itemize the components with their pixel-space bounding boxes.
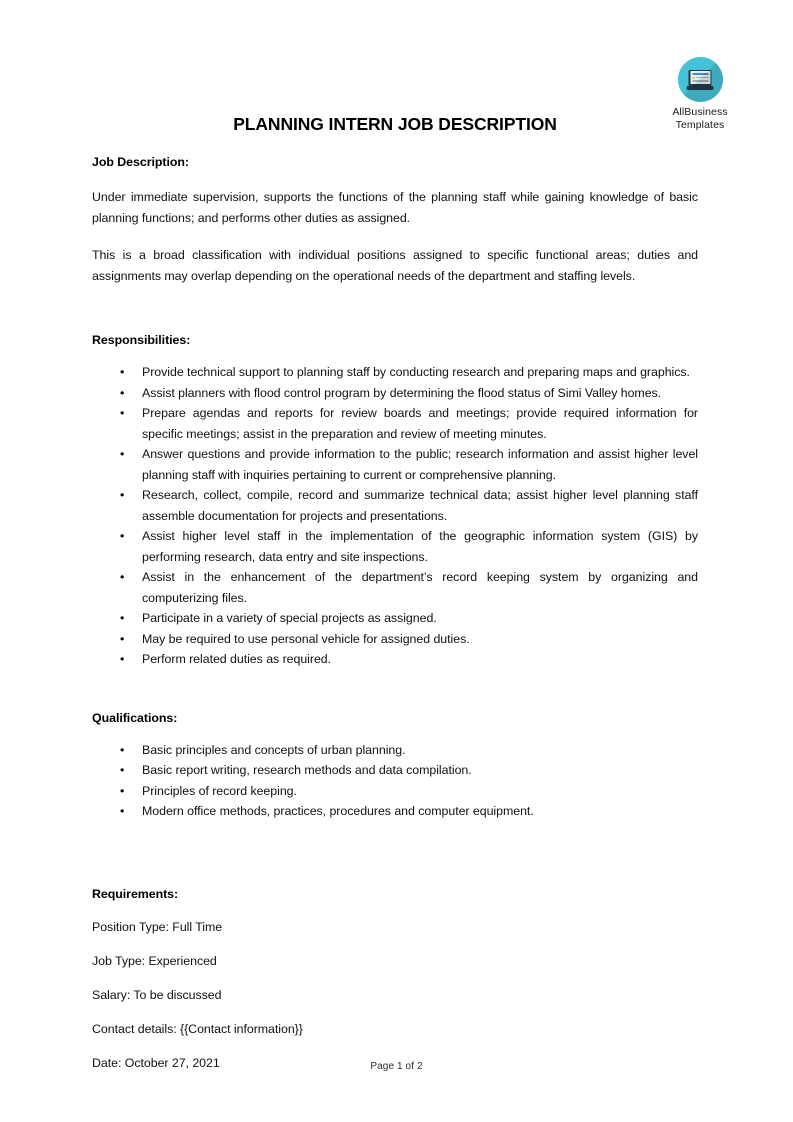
list-item: • Prepare agendas and reports for review boards and meetings; provide required information for specific meetings; assist in the preparation and review of meeting minutes. xyxy=(92,403,698,444)
page-footer: Page 1 of 2 xyxy=(370,1061,423,1072)
responsibilities-list xyxy=(92,348,698,670)
requirement-contact-details: Contact details: {{Contact information}} xyxy=(92,1021,303,1036)
requirement-position-type: Position Type: Full Time xyxy=(92,919,223,934)
job-description-paragraph: Under immediate supervision, supports the functions of the planning staff while gaining knowledge of basic planning functions; and performs other duties as assigned. xyxy=(92,190,698,225)
requirement-job-type: Job Type: Experienced xyxy=(92,953,217,968)
list-item: • Answer questions and provide information to the public; research information and assist higher level planning staff with inquiries pertaining to current or comprehensive planning. xyxy=(92,444,698,485)
section-heading-requirements: Requirements: xyxy=(92,886,179,901)
logo-caption-line-2: Templates xyxy=(675,118,725,131)
list-item: • Basic principles and concepts of urban planning. xyxy=(92,740,698,761)
list-item: • Provide technical support to planning staff by conducting research and preparing maps and graphics. xyxy=(92,362,698,383)
section-heading-responsibilities: Responsibilities: xyxy=(92,333,191,347)
list-item: • May be required to use personal vehicle for assigned duties. xyxy=(92,629,698,650)
logo-caption-line-1: AllBusiness xyxy=(672,106,728,118)
qualifications-list xyxy=(92,726,698,822)
list-item: • Assist higher level staff in the implementation of the geographic information system (GIS) by performing research, data entry and site inspections. xyxy=(92,526,698,567)
page-title: PLANNING INTERN JOB DESCRIPTION xyxy=(233,114,557,134)
list-item: • Participate in a variety of special projects as assigned. xyxy=(92,608,698,629)
job-description-paragraph: This is a broad classification with individual positions assigned to specific functional areas; duties and assignments may overlap depending on the operational needs of the department and staffing levels. xyxy=(92,248,698,283)
list-item: • Principles of record keeping. xyxy=(92,781,698,802)
document-body xyxy=(92,0,698,1072)
list-item: • Assist planners with flood control program by determining the flood status of Simi Valley homes. xyxy=(92,383,698,404)
list-item: • Assist in the enhancement of the department’s record keeping system by organizing and computerizing files. xyxy=(92,567,698,608)
section-heading-job-description: Job Description: xyxy=(92,155,189,169)
requirement-salary: Salary: To be discussed xyxy=(92,987,222,1002)
list-item: • Perform related duties as required. xyxy=(92,649,698,670)
list-item: • Modern office methods, practices, procedures and computer equipment. xyxy=(92,801,698,822)
list-item: • Research, collect, compile, record and summarize technical data; assist higher level planning staff assemble documentation for projects and presentations. xyxy=(92,485,698,526)
requirement-date: Date: October 27, 2021 xyxy=(92,1055,220,1070)
section-heading-qualifications: Qualifications: xyxy=(92,710,178,725)
list-item: • Basic report writing, research methods and data compilation. xyxy=(92,760,698,781)
